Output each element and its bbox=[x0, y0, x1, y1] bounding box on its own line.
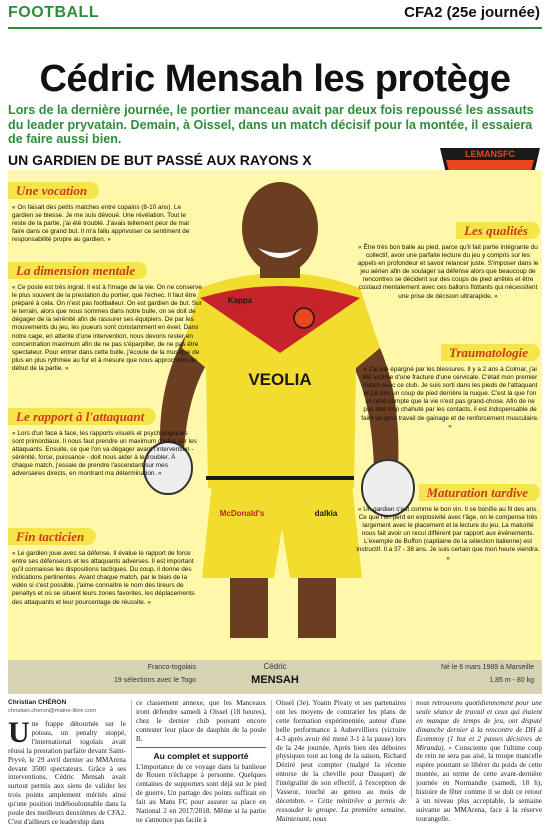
insert-title: Au complet et supporté bbox=[136, 747, 266, 761]
quote-text: « Cette minitrêve a permis de ressouder le groupe. La première semaine. Maintenant, nous bbox=[276, 796, 406, 823]
player-last-name: MENSAH bbox=[251, 674, 299, 686]
column-rule bbox=[131, 700, 132, 798]
caps: 19 sélections avec le Togo bbox=[114, 677, 196, 684]
section-fin-tacticien bbox=[8, 528, 204, 607]
section-dimension-mentale bbox=[8, 262, 208, 373]
body-text: ne frappe détournée sur le poteau, un penalty stoppé, l'international togolais avait réussi la prestation parfaite devant Saint-Pryvé, le 29 avril dernier au MMArena devant 3500 spectateurs. Grâce à ses interventions, Cédric Mensah avait surtout permis aux siens de valider les trois points amplement mérités ainsi qu'une position indéboulonnable dans la poule des meilleurs deuxièmes de CFA2. C'est d'ailleurs ce leadership dans bbox=[8, 720, 126, 826]
section-text: « J'ai été épargné par les blessures. Il y a 2 ans à Colmar, j'ai été victime d'une fracture d'une cervicale. C'était mon premier match avec ce club. Je suis sorti dans les pieds de l'attaquant et j'ai pris un coup de pied derrière la nuque. C'est là que l'on se rend compte que la vie n'est pas grand-chose. Afin de ne pas être trop chahuté par les contacts, il est indispensable de faire un gros travail de gainage et de renforcement musculaire. » bbox=[361, 366, 539, 430]
height-weight: 1,85 m - 80 kg bbox=[489, 677, 534, 684]
section-text: « On faisait des petits matches entre copains (8-10 ans). Le gardien se blesse. Je me suis dévoué. Une révélation. Tout le reste de la partie, j'ai été troublé. J'avais tellement peur de mal faire dans ce grand but. Il m'a fallu apprivoiser ce sentiment de responsabilité propre au gardien. » bbox=[12, 204, 190, 244]
column-rule bbox=[271, 700, 272, 798]
section-title: Le rapport à l'attaquant bbox=[8, 408, 156, 425]
club-logo-text: LEMANSFC bbox=[465, 149, 515, 159]
body-text: Consciente que l'ultime coup de rein ne sera pas aisé, la troupe mancelle espère pourtant se libérer du poids de cette montée, au terme de cette avant-dernière journée en Normandie (samedi, 18 h), histoire de fêter comme il se doit ce retour à un niveau plus acceptable, la semaine suivante au MMArena, face à la réserve tourangelle. bbox=[416, 743, 542, 823]
section-title: Traumatologie bbox=[441, 344, 540, 361]
section-text: « Être très bon balle au pied, parce qu'il fait partie intégrante du collectif, avoir une parfaite lecture du jeu y compris sur les appels en profondeur et savoir relancer juste. S'imposer dans le jeu aérien afin de soulager sa défense alors que beaucoup de rencontres se décident sur des coups de pied arrêtés et être costaud mentalement avec ces ballons flottants qui nécessitent une prise de décision ultrarapide. » bbox=[357, 244, 539, 300]
section-vocation bbox=[8, 182, 200, 244]
section-text: « Ce poste est très ingrat. Il est à l'image de la vie. On ne conserve le plus souvent de la prestation du portier, que l'échec. Il faut être préparé à cela. On n'est pas footballeur. On est gardien de but. Sur le terrain, alors que nous sommes dans notre bulle, on se doit de dégager de la sérénité afin de rassurer ses équipiers. De par les mouvements du jeu, les joueurs sont constamment en éveil. Dans notre cage, en attente d'une intervention, nous devons rester en concentration maximum afin de ne pas s'éparpiller, de ne pas être spectateur. Pour entrer dans cette bulle, j'écoute de la musique de plus en plus rythmée au fur et à mesure que nous approchons du début de la partie. » bbox=[12, 284, 202, 372]
dropcap: U bbox=[8, 716, 30, 749]
jersey-brand: Kappa bbox=[227, 296, 253, 305]
section-rubric: FOOTBALL bbox=[8, 4, 100, 21]
body-column-1 bbox=[8, 716, 126, 827]
competition-label: CFA2 (25e journée) bbox=[404, 4, 540, 21]
player-first-name: Cédric bbox=[263, 662, 287, 671]
birth-info: Né le 6 mars 1989 à Marseille bbox=[441, 664, 534, 671]
section-text: « Lors d'un face à face, les rapports visuels et psychologiques sont primordiaux. Il nous faut prendre un maximum d'infos sur les attaquants. Ensuite, ce que l'on va dégager avant l'intervention - sérénité, force, puissance - doit nous aider à le troubler. À chaque match, j'essaie de prendre l'ascendant sur mes adversaires directs, en montrant ma détermination. » bbox=[12, 430, 197, 478]
section-title: Une vocation bbox=[8, 182, 99, 199]
body-column-3 bbox=[276, 699, 406, 824]
section-maturation-tardive bbox=[356, 484, 540, 563]
header-rule bbox=[8, 27, 542, 29]
section-rapport-attaquant bbox=[8, 408, 198, 479]
section-traumatologie bbox=[360, 344, 540, 431]
column-rule bbox=[411, 700, 412, 798]
article-lede: Lors de la dernière journée, le portier manceau avait par deux fois repoussé les assauts du leader pryvatain. Demain, à Oissel, dans un match décisif pour la montée, il essaiera de faire aussi bien. bbox=[8, 103, 534, 146]
section-title: La dimension mentale bbox=[8, 262, 147, 279]
nationality: Franco-togolais bbox=[147, 664, 196, 671]
body-column-2 bbox=[136, 699, 266, 825]
jersey-sponsor: VEOLIA bbox=[248, 370, 312, 389]
article-title: Cédric Mensah les protège bbox=[39, 58, 511, 100]
shorts-sponsor-right: dalkia bbox=[314, 509, 338, 518]
player-id-bar bbox=[8, 660, 542, 694]
section-title: Les qualités bbox=[456, 222, 540, 239]
body-text: L'importance de ce voyage dans la banlieue de Rouen n'échappe à personne. Quelques centaines de supporters sont déjà sur le pied de guerre. Un partage des points suffirait en fait au Mans FC pour assurer sa place en National 2 en 2017/2018. Même si la partie ne s'annonce pas facile à bbox=[136, 762, 266, 824]
quote-text: nous retrouvons quotidiennement pour une seule séance de travail et ceux qui étaient en manque de temps de jeu, ont disputé dimanche dernier à la rencontre de DH à Écommoy (1 but et 2 passes décisives de Miranda). » bbox=[416, 699, 542, 752]
section-title: Fin tacticien bbox=[8, 528, 96, 545]
body-text: ce classement annexe, que les Manceaux iront défendre samedi à Oissel (18 heures), chez le dernier club pouvant encore contester leur place de dauphin de la poule B. bbox=[136, 699, 266, 743]
section-title: Maturation tardive bbox=[419, 484, 541, 501]
body-column-4 bbox=[416, 699, 542, 824]
author-email[interactable]: christian.cheron@maine-libre.com bbox=[8, 708, 97, 714]
section-text: « Le gardien joue avec sa défense. Il évalue le rapport de force entre ses défenseurs et les attaquants adverses. Il est important qu'il connaisse les dispositions tactiques. Du coup, il donne des indications pertinentes. Avant chaque match, par le biais de la vidéo si c'est possible, j'aime connaître le nom des tireurs de penaltys et où se situent leurs zones favorites, les déplacements des attaquants et leur pourcentage de réussite. » bbox=[12, 550, 195, 606]
author-name: Christian CHÉRON bbox=[8, 699, 67, 706]
body-text: Oissel (3e). Yoann Pivaty et ses partenaires ont les moyens de contrarier les plans de cette formation expérimentée, auteur d'une belle performance à Aubervilliers (victoire 4-3 après avoir été mené 3-1 à la pause) lors de la 24e journée. Après bien des déboires physiques tout au long de la saison, Richard Déziré peut compter (malgré la récente entorse de la cheville pour Dasquet) de l'intégralité de son effectif, à l'exception de Vasseur, touché au genou au mois de décembre. bbox=[276, 699, 406, 805]
infographic-title: UN GARDIEN DE BUT PASSÉ AUX RAYONS X bbox=[8, 152, 312, 168]
section-qualites bbox=[356, 222, 540, 301]
section-text: « Un gardien c'est comme le bon vin. Il se bonifie au fil des ans. Ce que l'on perd en explosivité avec l'âge, on le compense très largement avec le placement et la lecture du jeu. La maturité nous fait avoir un recul différent par rapport aux événements. L'exemple de Buffon (capitaine de la sélection italienne) est instructif. Il a 37 - 38 ans. Je suis certain que mon heure viendra. » bbox=[356, 506, 540, 562]
shorts-sponsor-left: McDonald's bbox=[219, 509, 265, 518]
